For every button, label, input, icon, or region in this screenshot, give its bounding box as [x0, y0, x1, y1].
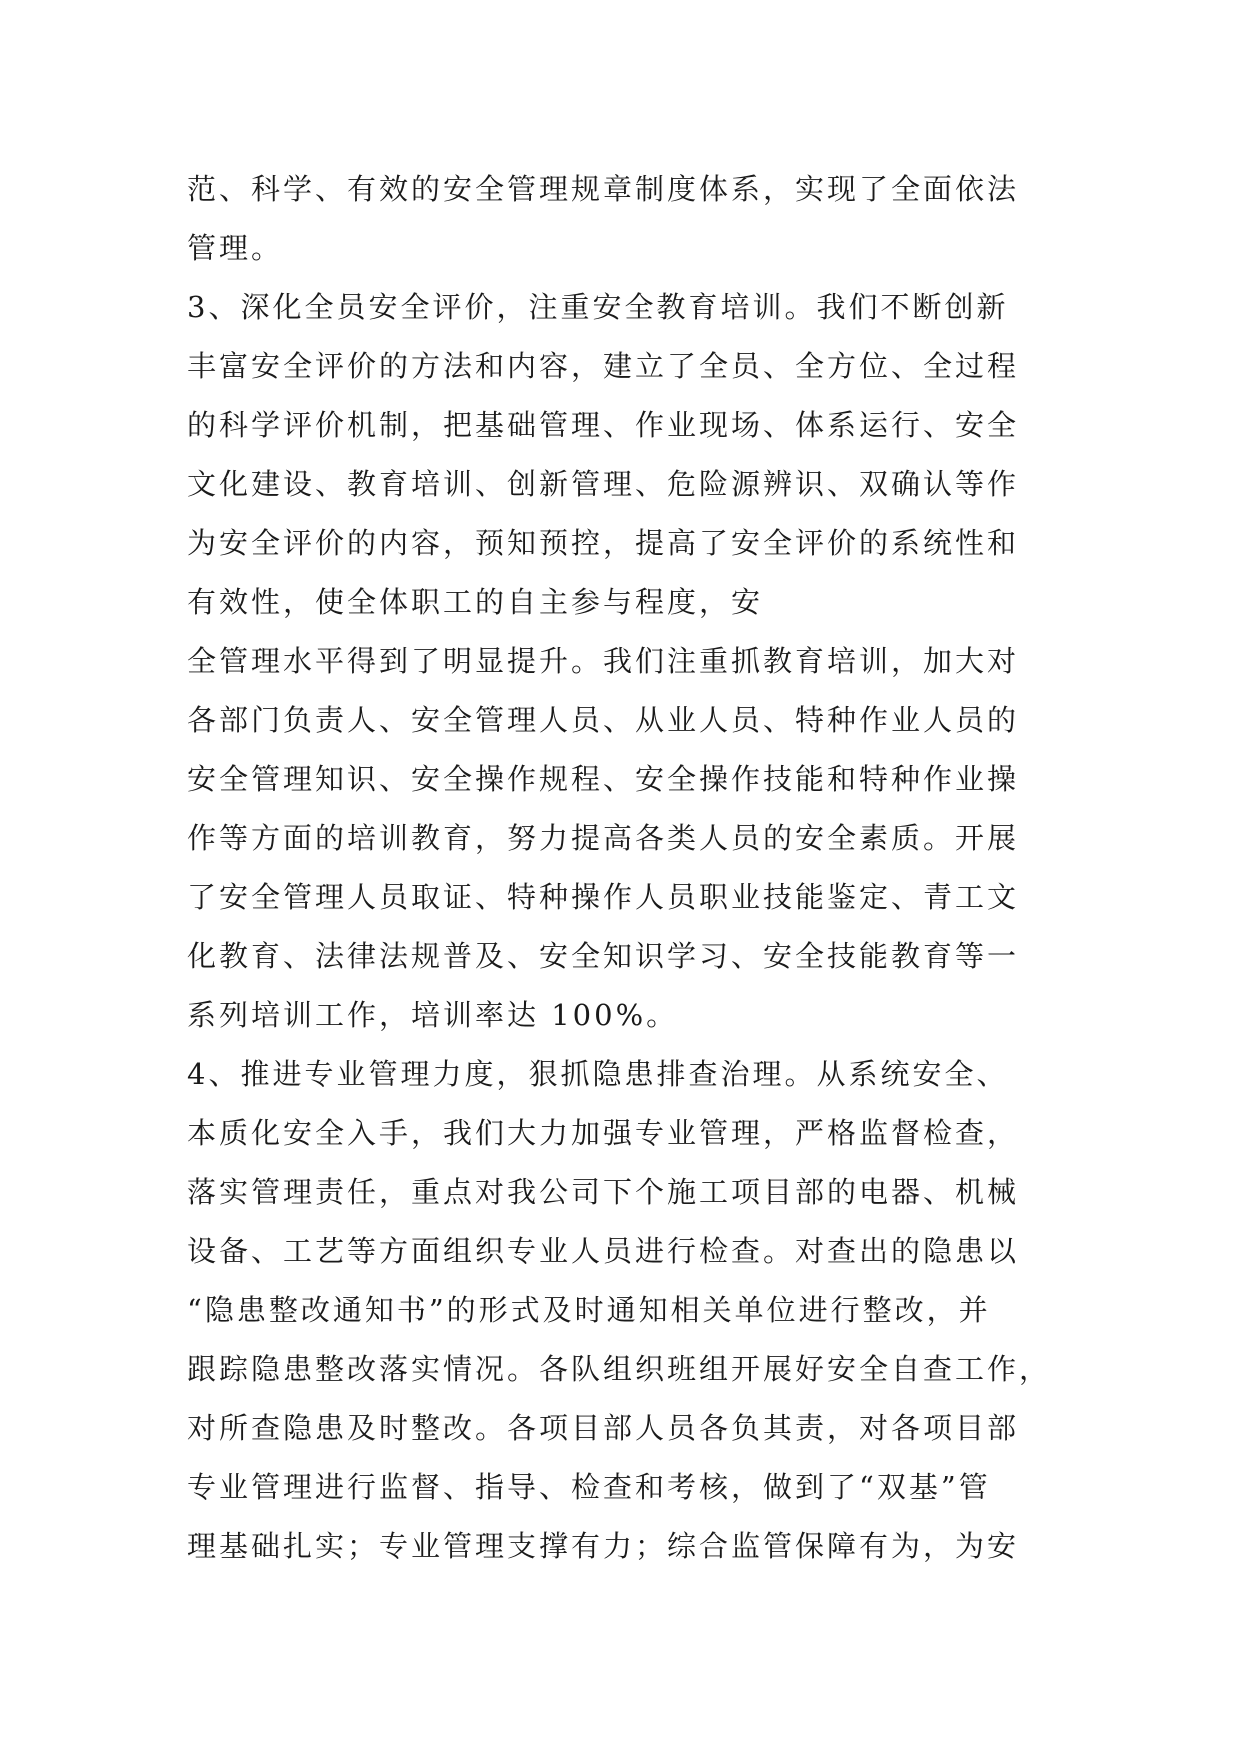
- text-line: 的科学评价机制，把基础管理、作业现场、体系运行、安全: [187, 408, 1020, 442]
- text-line: 全管理水平得到了明显提升。我们注重抓教育培训，加大对: [187, 644, 1020, 678]
- text-line: 有效性，使全体职工的自主参与程度，安: [187, 585, 764, 619]
- text-line: 3、深化全员安全评价，注重安全教育培训。我们不断创新: [187, 290, 1009, 324]
- body-text: [187, 160, 1067, 1576]
- text-line: 丰富安全评价的方法和内容，建立了全员、全方位、全过程: [187, 349, 1020, 383]
- text-line: 管理。: [187, 231, 284, 265]
- text-line: 系列培训工作，培训率达 100%。: [187, 998, 679, 1032]
- text-line: “隐患整改通知书”的形式及时通知相关单位进行整改，并: [187, 1293, 991, 1327]
- text-line: 安全管理知识、安全操作规程、安全操作技能和特种作业操: [187, 762, 1020, 796]
- text-line: 化教育、法律法规普及、安全知识学习、安全技能教育等一: [187, 939, 1020, 973]
- text-line: 专业管理进行监督、指导、检查和考核，做到了“双基”管: [187, 1470, 991, 1504]
- text-line: 文化建设、教育培训、创新管理、危险源辨识、双确认等作: [187, 467, 1020, 501]
- text-line: 对所查隐患及时整改。各项目部人员各负其责，对各项目部: [187, 1411, 1020, 1445]
- text-line: 4、推进专业管理力度，狠抓隐患排查治理。从系统安全、: [187, 1057, 1009, 1091]
- text-line: 范、科学、有效的安全管理规章制度体系，实现了全面依法: [187, 172, 1020, 206]
- text-line: 落实管理责任，重点对我公司下个施工项目部的电器、机械: [187, 1175, 1020, 1209]
- text-line: 理基础扎实；专业管理支撑有力；综合监管保障有为，为安: [187, 1529, 1020, 1563]
- text-line: 为安全评价的内容，预知预控，提高了安全评价的系统性和: [187, 526, 1020, 560]
- text-line: 作等方面的培训教育，努力提高各类人员的安全素质。开展: [187, 821, 1020, 855]
- text-line: 本质化安全入手，我们大力加强专业管理，严格监督检查，: [187, 1116, 1020, 1150]
- text-line: 了安全管理人员取证、特种操作人员职业技能鉴定、青工文: [187, 880, 1020, 914]
- text-line: 各部门负责人、安全管理人员、从业人员、特种作业人员的: [187, 703, 1020, 737]
- text-line: 设备、工艺等方面组织专业人员进行检查。对查出的隐患以: [187, 1234, 1020, 1268]
- text-line: 跟踪隐患整改落实情况。各队组织班组开展好安全自查工作，: [187, 1352, 1052, 1386]
